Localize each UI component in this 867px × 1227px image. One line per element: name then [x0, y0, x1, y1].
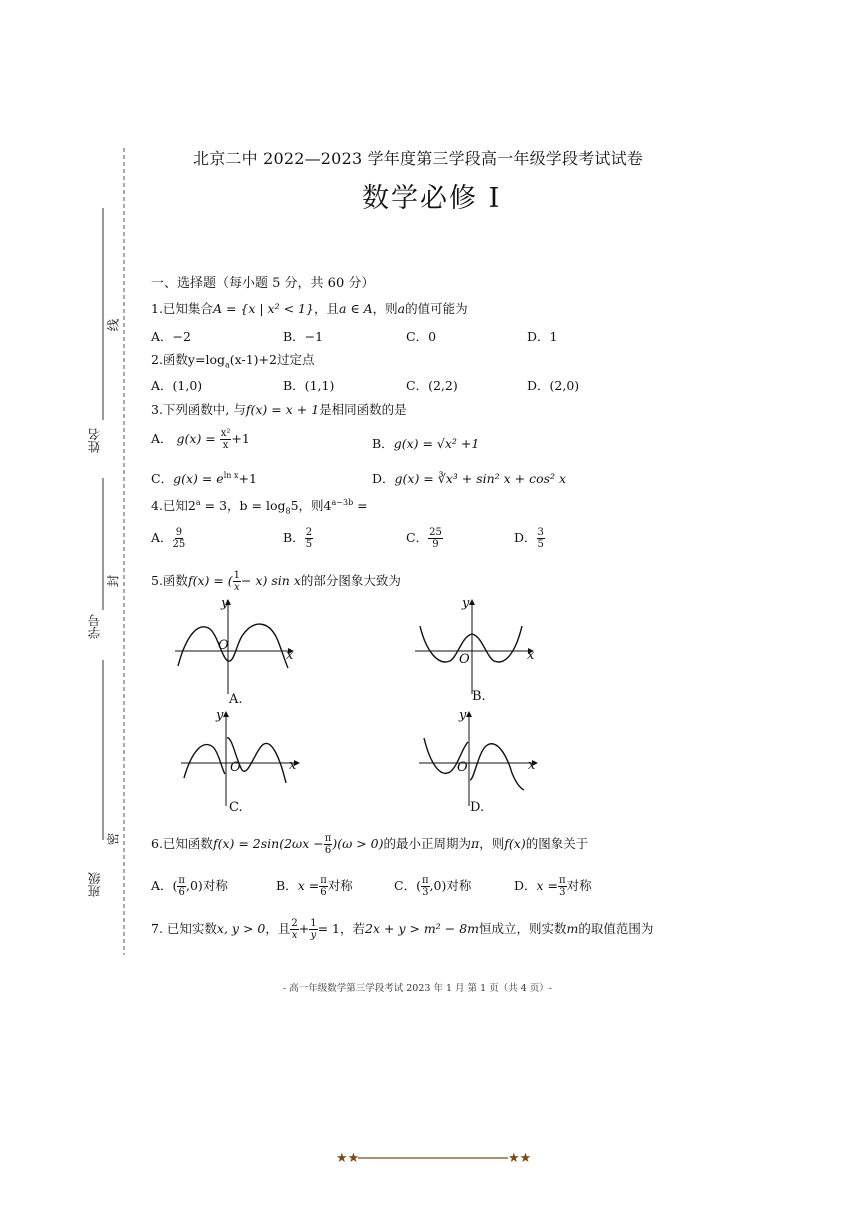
q7-text-e: ，若 [340, 921, 366, 936]
q7-text-g: 恒成立，则实数 [479, 921, 567, 936]
q5-a-y-label: y [221, 596, 229, 611]
q4-c-den: 9 [432, 539, 439, 550]
q1-text-c: ，且 [313, 301, 339, 316]
q6-b-fraction [319, 875, 328, 898]
q6-b-den: 6 [320, 887, 327, 898]
q6-b-tail: 对称 [327, 878, 353, 893]
q3-a-tail: +1 [231, 431, 250, 446]
q7-eq: = 1 [317, 921, 340, 936]
q1-option-d: D．1 [527, 329, 558, 344]
question-5-stem [151, 570, 401, 593]
q5-graph-b [410, 596, 540, 696]
q4-a-den: 25 [172, 539, 186, 550]
q6-b-pre: x = [297, 878, 320, 893]
page-footer: - 高一年级数学第三学段考试 2023 年 1 月 第 1 页（共 4 页）- [283, 983, 552, 994]
q7-den2: y [310, 930, 317, 941]
q5-b-x-label: x [527, 648, 535, 663]
q6-a-den: 6 [178, 887, 185, 898]
q3-d-body: g(x) = ∛x³ + sin² x + cos² x [394, 471, 567, 486]
q6-b-num: π [320, 875, 327, 886]
question-3-stem [151, 400, 407, 418]
q3-a-den: x [222, 440, 229, 451]
question-2-stem [151, 350, 314, 370]
q6-pi: π [471, 836, 480, 851]
q5-a-origin: O [218, 638, 229, 653]
q5-d-label: D. [470, 800, 485, 815]
q2-log-base: a [225, 360, 230, 370]
question-1-stem [151, 299, 468, 317]
q6-a-close: ,0) [186, 878, 203, 893]
q3-a-fraction [220, 428, 232, 451]
section-title: 一、选择题（每小题 5 分，共 60 分） [151, 276, 375, 291]
q1-option-c: C．0 [406, 329, 437, 344]
q6-option-c [394, 875, 471, 898]
q5-text-a: 5.函数 [151, 573, 188, 588]
q3-a-num: x² [220, 428, 231, 439]
q5-num: 1 [233, 570, 241, 581]
q5-b-label: B. [472, 689, 486, 704]
q6-den: 6 [324, 845, 332, 856]
q3-text-a: 3.下列函数中, 与 [151, 402, 246, 417]
q4-c-num: 25 [429, 527, 442, 538]
q6-d-den: 3 [559, 887, 566, 898]
q1-text-e: ，则 [372, 301, 398, 316]
q6-text-d: 的最小正周期为 [383, 836, 472, 851]
q5-fraction [233, 570, 241, 593]
sidebar-label-student-id: 学号 [87, 614, 102, 639]
q3-func: f(x) = x + 1 [245, 402, 320, 417]
q6-num: π [324, 833, 332, 844]
q5-d-origin: O [457, 760, 468, 775]
star-left-icon: ★★ [336, 1151, 360, 1166]
q6-c-close: ,0) [429, 878, 447, 893]
q7-text-c: ，且 [265, 921, 291, 936]
q2-text-a: 2.函数y=log [151, 352, 225, 367]
sidebar-word-seal: 封 [105, 574, 121, 588]
q7-text-a: 7. 已知实数 [151, 921, 217, 936]
q1-text-a: 1.已知集合 [151, 301, 213, 316]
q6-a-fraction [177, 875, 186, 898]
q5-a-x-label: x [286, 648, 294, 663]
q6-d-pre: x = [536, 878, 559, 893]
q6-c-open: ( [416, 878, 421, 893]
q3-option-b [372, 434, 479, 452]
q6-d-num: π [559, 875, 566, 886]
q6-text-f: ，则 [479, 836, 505, 851]
question-4-stem [151, 496, 368, 516]
q6-func-lhs: f(x) = 2sin(2ωx − [212, 836, 324, 851]
q4-d-fraction [537, 527, 545, 550]
q6-text-a: 6.已知函数 [151, 836, 213, 851]
q4-b-den: 5 [305, 539, 313, 550]
q5-c-x-label: x [289, 758, 297, 773]
q2-option-b: B．(1,1) [283, 378, 335, 393]
q6-d-letter: D． [514, 878, 537, 893]
q6-b-letter: B． [276, 878, 298, 893]
q7-num1: 2 [291, 918, 298, 929]
q4-d-num: 3 [537, 527, 544, 538]
q1-var: a [397, 301, 406, 316]
q2-option-a: A．(1,0) [151, 378, 203, 393]
q6-d-fraction [558, 875, 567, 898]
q1-text-g: 的值可能为 [405, 301, 468, 316]
q6-option-d [514, 875, 592, 898]
q2-text-b: (x-1)+2过定点 [229, 352, 315, 367]
q5-a-label: A. [229, 692, 243, 707]
q7-den1: x [291, 930, 298, 941]
sidebar-word-line: 线 [105, 318, 121, 332]
q2-option-c: C．(2,2) [406, 378, 458, 393]
q4-text-d: = [353, 498, 368, 513]
sidebar-label-class: 班级 [87, 872, 102, 897]
q6-a-open: ( [172, 878, 178, 893]
sidebar-word-tight: 密 [105, 832, 121, 846]
q7-num2: 1 [310, 918, 317, 929]
q6-a-num: π [178, 875, 185, 886]
q3-option-c [151, 469, 257, 487]
q5-den: x [234, 582, 240, 593]
q3-option-a [151, 428, 250, 451]
q5-graph-d [414, 708, 544, 808]
q6-option-a [151, 875, 228, 898]
q4-a-fraction [173, 527, 186, 550]
q6-func-rhs: )(ω > 0) [332, 836, 384, 851]
q1-set-expr: A = {x | x² < 1} [212, 301, 314, 316]
q4-a-letter: A． [151, 530, 173, 545]
q4-exp-a: a [195, 497, 201, 507]
q5-graph-a [170, 596, 300, 696]
q4-text-b: = 3，b = log [200, 498, 286, 513]
q6-a-tail: 对称 [202, 878, 228, 893]
q4-text-c: 5，则4 [290, 498, 332, 513]
q4-option-d [514, 527, 545, 550]
q5-func-rhs: − x) sin x [241, 573, 301, 588]
q5-c-y-label: y [216, 708, 224, 723]
sidebar-label-name: 姓名 [87, 428, 102, 453]
exam-header-title: 北京二中 2022—2023 学年度第三学段高一年级学段考试试卷 [193, 149, 644, 168]
q6-text-h: 的图象关于 [525, 836, 589, 851]
q4-b-letter: B． [283, 530, 305, 545]
q5-c-origin: O [230, 760, 241, 775]
q5-text-d: 的部分图象大致为 [300, 573, 401, 588]
q1-membership: a ∈ A [338, 301, 373, 316]
q5-func-lhs: f(x) = ( [187, 573, 233, 588]
q3-d-letter: D． [372, 471, 395, 486]
q4-c-letter: C． [406, 530, 429, 545]
q6-d-tail: 对称 [566, 878, 592, 893]
q7-cond: x, y > 0 [216, 921, 266, 936]
q5-b-origin: O [459, 652, 470, 667]
q6-fx: f(x) [504, 836, 526, 851]
q4-text-a: 4.已知2 [151, 498, 196, 513]
q3-c-body: g(x) = e [173, 471, 224, 486]
q2-option-d: D．(2,0) [527, 378, 580, 393]
exam-subject-title: 数学必修 I [362, 183, 502, 214]
q6-a-letter: A． [151, 878, 173, 893]
q3-option-d [372, 469, 566, 487]
q5-d-y-label: y [459, 708, 467, 723]
q5-b-y-label: y [462, 596, 470, 611]
q5-d-x-label: x [528, 758, 536, 773]
q4-option-a [151, 527, 185, 550]
q7-plus: + [298, 921, 310, 936]
star-right-icon: ★★ [508, 1151, 532, 1166]
q7-m: m [566, 921, 579, 936]
q3-b-body: g(x) = √x² +1 [393, 436, 480, 451]
q4-log-base: 8 [285, 506, 291, 516]
q6-c-tail: 对称 [446, 878, 472, 893]
q4-d-den: 5 [537, 539, 544, 550]
q3-c-exp: ln x [223, 470, 239, 480]
q3-a-letter: A． [151, 431, 173, 446]
q6-c-letter: C． [394, 878, 417, 893]
q1-option-b: B．−1 [283, 329, 324, 344]
q7-fraction-1 [290, 918, 298, 941]
q5-graph-c [176, 708, 306, 808]
q3-c-letter: C． [151, 471, 174, 486]
q6-option-b [276, 875, 353, 898]
q3-a-lhs: g(x) = [176, 431, 216, 446]
q6-c-den: 3 [422, 887, 429, 898]
q4-b-fraction [305, 527, 313, 550]
q4-b-num: 2 [305, 527, 313, 538]
q7-fraction-2 [309, 918, 317, 941]
q6-c-fraction [421, 875, 430, 898]
q7-ineq: 2x + y > m² − 8m [365, 921, 480, 936]
q3-c-tail: +1 [238, 471, 257, 486]
footer-divider [358, 1152, 508, 1164]
q5-c-label: C. [229, 800, 243, 815]
q6-c-num: π [421, 875, 429, 886]
q7-text-i: 的取值范围为 [578, 921, 654, 936]
q3-text-c: 是相同函数的是 [319, 402, 407, 417]
q1-option-a: A．−2 [151, 329, 191, 344]
q4-a-num: 9 [175, 527, 183, 538]
q4-c-fraction [428, 527, 443, 550]
question-7-stem [151, 918, 653, 941]
q4-option-b [283, 527, 313, 550]
q3-b-letter: B． [372, 436, 394, 451]
q4-exp-b: a−3b [331, 497, 354, 507]
q4-option-c [406, 527, 443, 550]
question-6-stem [151, 833, 588, 856]
q4-d-letter: D． [514, 530, 537, 545]
